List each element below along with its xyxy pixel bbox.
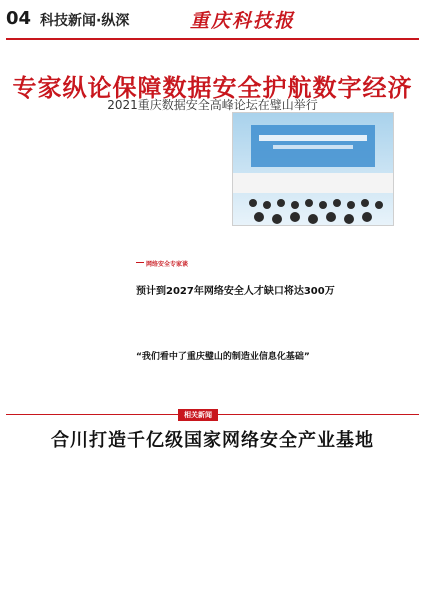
lead-subhead: 2021重庆数据安全高峰论坛在璧山举行 — [107, 98, 318, 112]
newspaper-brand: 重庆科技报 — [190, 10, 296, 32]
box-title: 预计到2027年网络安全人才缺口将达300万 — [136, 286, 335, 297]
box-side-column — [336, 262, 410, 382]
related-column-2 — [126, 462, 210, 534]
related-headline: 合川打造千亿级国家网络安全产业基地 — [51, 430, 374, 451]
related-column-4 — [308, 462, 412, 594]
lead-column-1 — [34, 118, 132, 332]
related-column-1b — [34, 504, 120, 594]
related-column-1 — [34, 462, 120, 488]
lead-column-2 — [136, 118, 228, 198]
masthead — [0, 0, 425, 40]
related-column-3b — [216, 558, 302, 594]
forum-stage-image — [233, 113, 393, 225]
related-column-2b — [126, 552, 210, 594]
section-title: 科技新闻·纵深 — [40, 13, 130, 29]
sub-story-column-1 — [136, 364, 228, 408]
related-news-label: 相关新闻 — [178, 409, 218, 421]
lead-headline: 专家纵论保障数据安全护航数字经济 — [12, 74, 413, 102]
related-column-3 — [216, 462, 302, 542]
sub-story-title: “我们看中了重庆璧山的制造业信息化基础” — [136, 352, 310, 362]
tag-mark — [136, 262, 144, 263]
forum-photo — [232, 112, 394, 226]
box-column-1 — [136, 298, 228, 334]
sub-story-column-2 — [232, 364, 332, 408]
box-side-column-tail — [336, 386, 410, 408]
box-column-2 — [232, 298, 332, 334]
masthead-rule — [6, 38, 419, 40]
page-number: 04 — [6, 8, 32, 29]
box-tag: 网络安全专家谈 — [146, 261, 189, 268]
